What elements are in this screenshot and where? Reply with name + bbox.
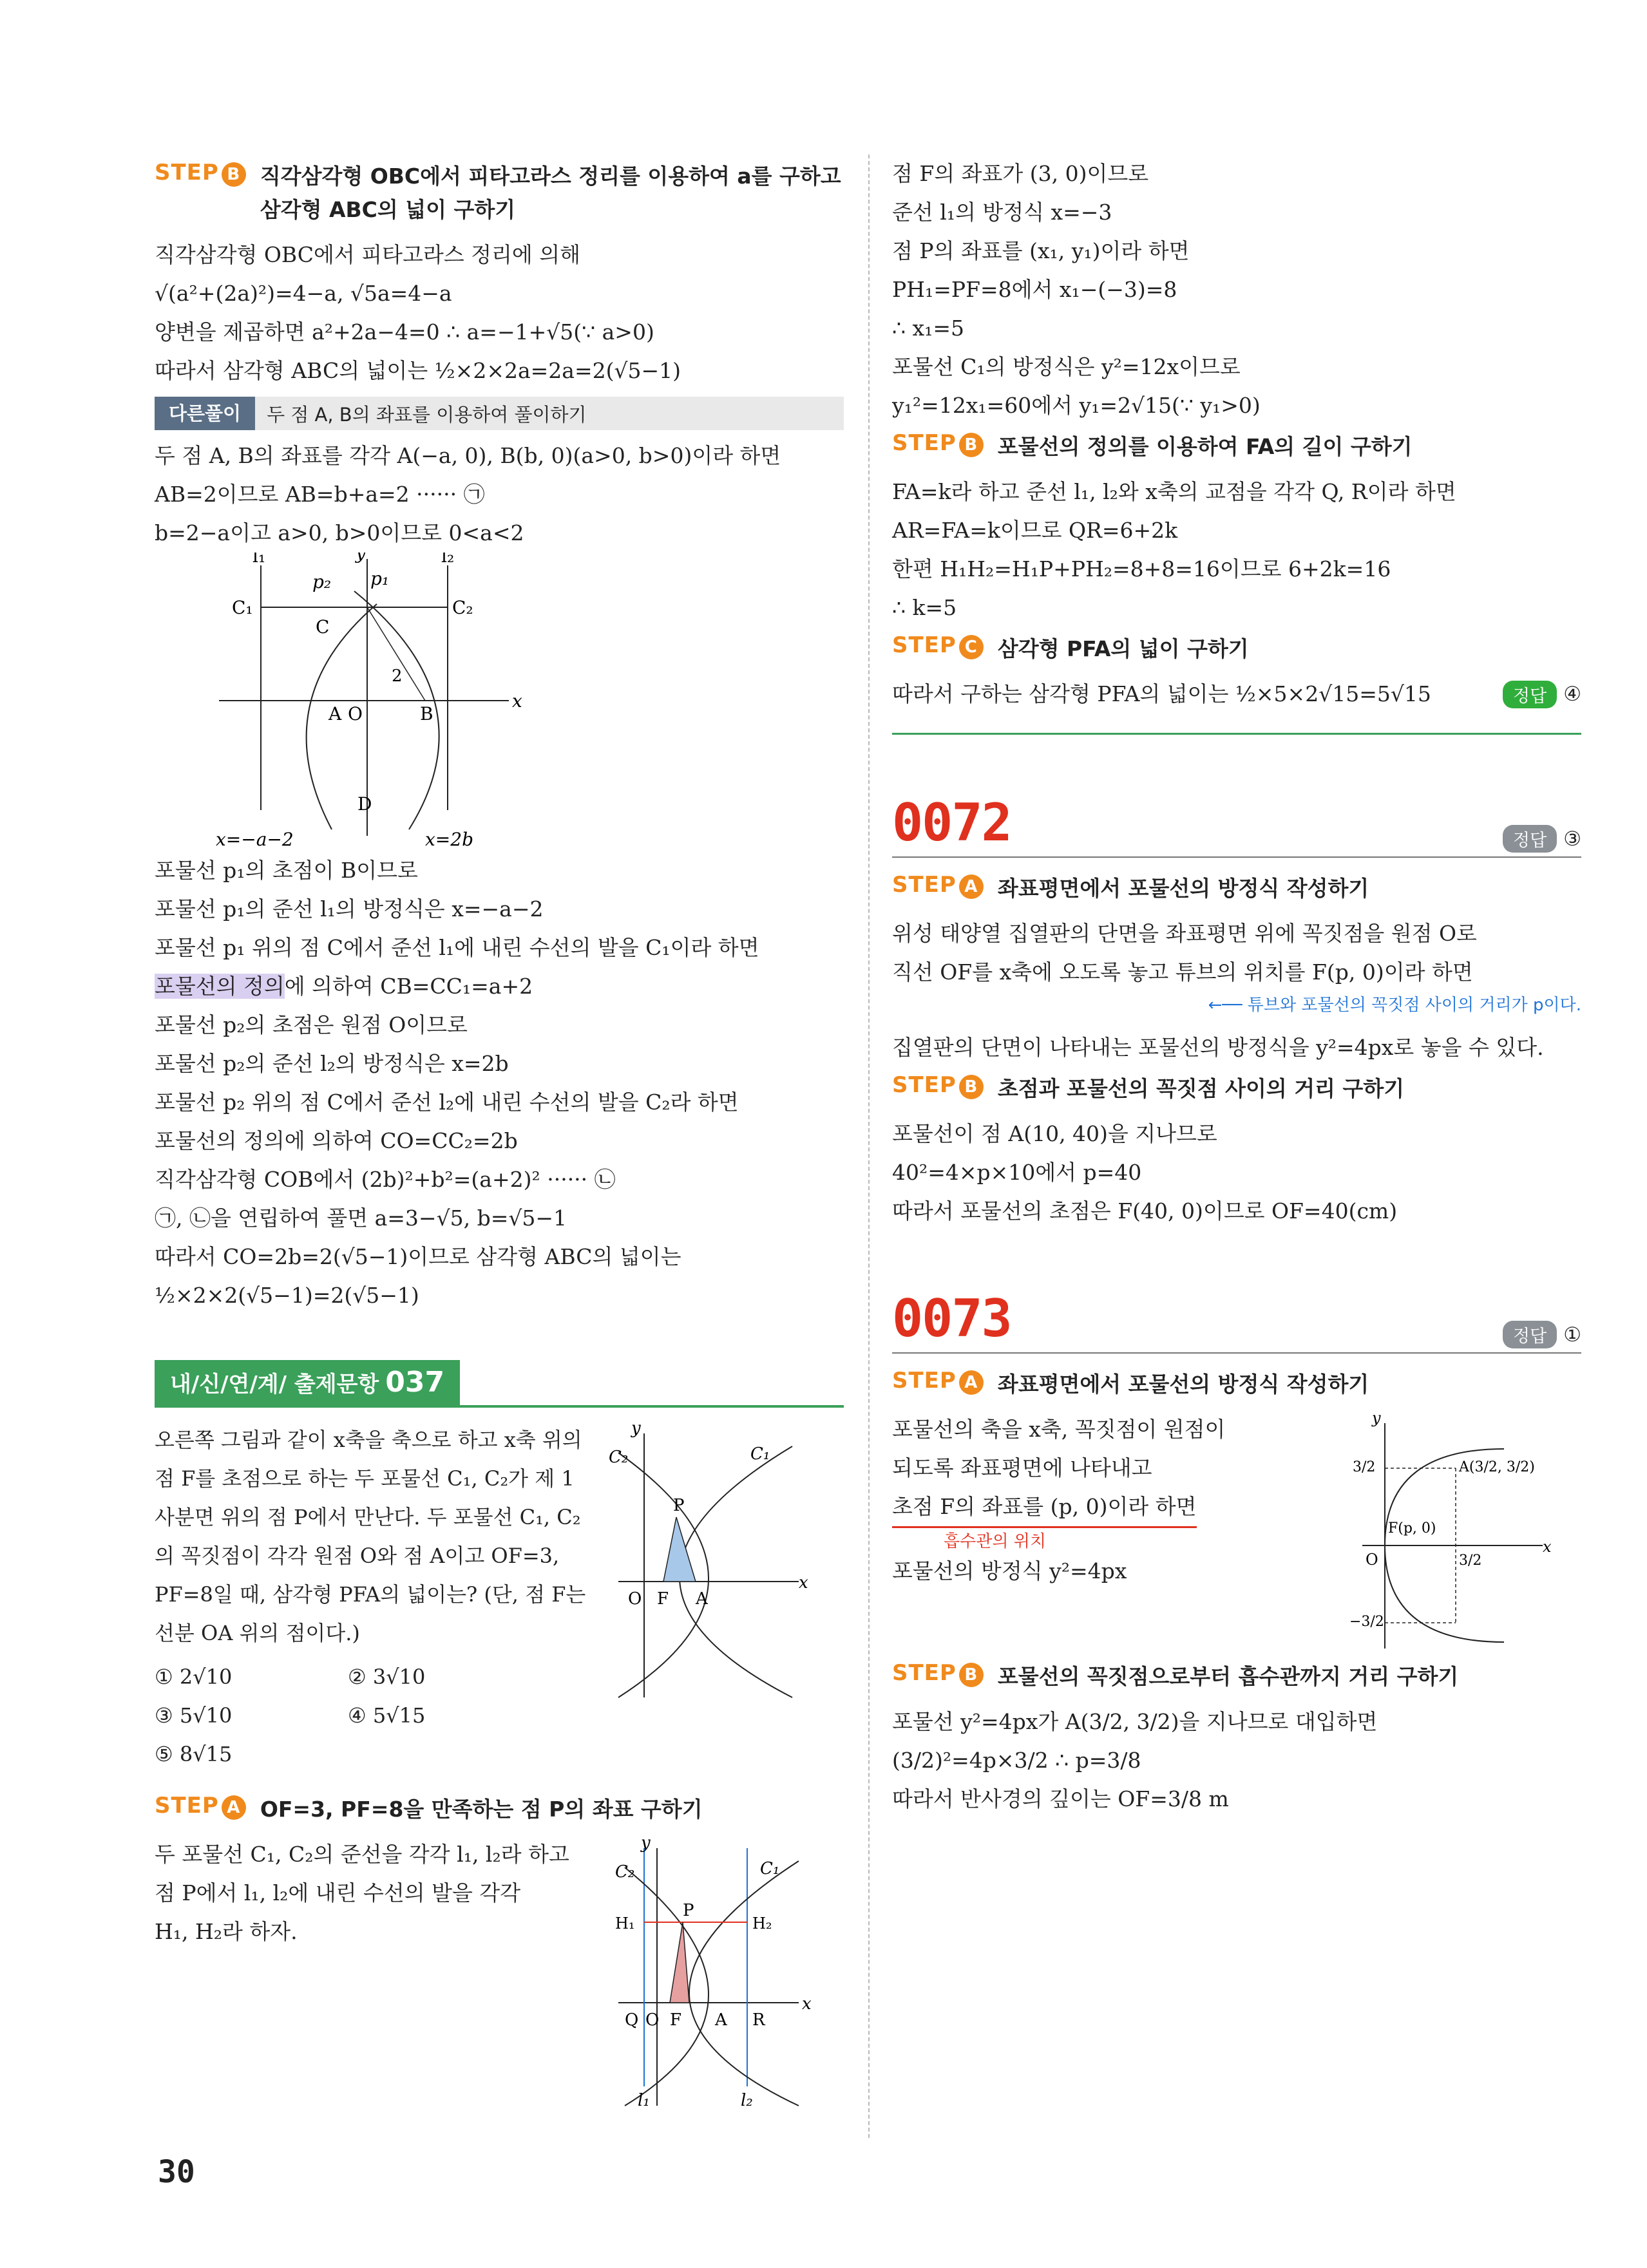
text-line: AR=FA=k이므로 QR=6+2k [892, 518, 1178, 543]
fig4-label-F: F(p, 0) [1388, 1520, 1436, 1536]
answer-value: ④ [1563, 683, 1581, 706]
fig3-label-l2: l₂ [741, 2091, 753, 2110]
fig2-label-C2: C₂ [609, 1448, 629, 1467]
fig1-label-p1: p₁ [370, 568, 390, 589]
fig3-label-F: F [670, 2010, 682, 2030]
step-label: STEP B [892, 1660, 984, 1687]
text-line: 두 포물선 C₁, C₂의 준선을 각각 l₁, l₂라 하고 [155, 1842, 569, 1867]
related-problem-banner [155, 1360, 844, 1408]
fig2-label-y: y [631, 1421, 641, 1438]
fig4-label-top: 3/2 [1353, 1459, 1376, 1475]
step-label: STEP C [892, 632, 984, 659]
text-line: 포물선 p₂의 준선 l₂의 방정식은 x=2b [155, 1051, 509, 1076]
text-line: 직각삼각형 OBC에서 피타고라스 정리에 의해 [155, 242, 581, 267]
related-problem-label: 내/신/연/계/ 출제문항 037 [155, 1360, 460, 1405]
text-line: 포물선의 축을 x축, 꼭짓점이 원점이 [892, 1417, 1226, 1442]
fig1-label-D: D [357, 793, 372, 815]
fig3-label-H1: H₁ [615, 1914, 635, 1933]
answer-tag: 정답 [1503, 1321, 1557, 1348]
text-line: 직선 OF를 x축에 오도록 놓고 튜브의 위치를 F(p, 0)이라 하면 [892, 959, 1473, 985]
text-line: ㉠, ㉡을 연립하여 풀면 a=3−√5, b=√5−1 [155, 1205, 567, 1231]
step-b-header [892, 1660, 1581, 1694]
text-line: FA=k라 하고 준선 l₁, l₂와 x축의 교점을 각각 Q, R이라 하면 [892, 479, 1456, 504]
step-label: STEP A [892, 872, 984, 899]
text-line: 포물선의 정의에 의하여 CO=CC₂=2b [155, 1128, 518, 1153]
answer-badge [1503, 1321, 1581, 1348]
text-line: 따라서 구하는 삼각형 PFA의 넓이는 ½×5×2√15=5√15 [892, 681, 1431, 706]
parabola-figure-1 [213, 553, 599, 849]
fig4-label-x: x [1543, 1538, 1552, 1556]
step-label: STEP B [892, 430, 984, 457]
answer-value: ③ [1563, 827, 1581, 851]
step-a-header [892, 872, 1581, 905]
text-line: 포물선 p₁ 위의 점 C에서 준선 l₁에 내린 수선의 발을 C₁이라 하면 [155, 935, 759, 960]
step-title [260, 160, 841, 227]
fig3-label-x: x [802, 1994, 812, 2014]
text-line: 되도록 좌표평면에 나타내고 [892, 1455, 1152, 1480]
text-line: 따라서 반사경의 깊이는 OF=3/8 m [892, 1786, 1229, 1811]
text-line: H₁, H₂라 하자. [155, 1919, 298, 1944]
answer-badge [1503, 825, 1581, 853]
fig1-label-y: y [356, 553, 366, 563]
text-line: 포물선 p₂의 초점은 원점 O이므로 [155, 1012, 468, 1037]
fig4-label-y: y [1372, 1410, 1381, 1427]
alt-solution-tag: 다른풀이 [155, 397, 255, 430]
fig2-label-x: x [799, 1573, 808, 1592]
problem-number: 0072 [892, 793, 1011, 853]
fig4-label-O: O [1366, 1551, 1378, 1569]
fig1-label-x: x [512, 690, 522, 712]
step-c-header [892, 632, 1581, 666]
text-line: 점 F의 좌표가 (3, 0)이므로 [892, 161, 1149, 186]
fig1-label-l2: l₂ [441, 553, 455, 567]
fig1-label-C2: C₂ [452, 597, 473, 618]
text-line: ∴ k=5 [892, 595, 957, 620]
step-b-header [892, 1072, 1581, 1106]
text-line: 포물선 p₂ 위의 점 C에서 준선 l₂에 내린 수선의 발을 C₂라 하면 [155, 1090, 739, 1115]
fig3-label-Q: Q [625, 2010, 639, 2030]
text-line: ∴ x₁=5 [892, 316, 964, 341]
text-line: b=2−a이고 a>0, b>0이므로 0<a<2 [155, 520, 524, 545]
text-line: (3/2)²=4p×3/2 ∴ p=3/8 [892, 1748, 1141, 1773]
fig3-label-l1: l₁ [638, 2091, 650, 2110]
choice-4[interactable]: ④ 5√15 [348, 1703, 426, 1728]
step-label: STEP B [892, 1072, 984, 1099]
text-line: y₁²=12x₁=60에서 y₁=2√15(∵ y₁>0) [892, 393, 1261, 418]
fig2-label-C1: C₁ [750, 1444, 770, 1464]
fig4-label-A: A(3/2, 3/2) [1459, 1459, 1535, 1475]
fig2-label-A: A [696, 1589, 708, 1609]
text-line: 따라서 삼각형 ABC의 넓이는 ½×2×2a=2a=2(√5−1) [155, 358, 681, 383]
step-title: 초점과 포물선의 꼭짓점 사이의 거리 구하기 [997, 1076, 1405, 1101]
step-title: 좌표평면에서 포물선의 방정식 작성하기 [997, 1372, 1369, 1397]
fig3-label-A: A [715, 2010, 727, 2030]
text-line: PH₁=PF=8에서 x₁−(−3)=8 [892, 277, 1177, 302]
fig1-label-A: A [328, 703, 342, 724]
side-note: 흡수관의 위치 [944, 1532, 1046, 1551]
text-line: 한편 H₁H₂=H₁P+PH₂=8+8=16이므로 6+2k=16 [892, 556, 1391, 581]
problem-number: 0073 [892, 1289, 1011, 1348]
fig1-label-C: C [316, 616, 330, 638]
answer-value: ① [1563, 1323, 1581, 1347]
answer-tag: 정답 [1503, 825, 1557, 853]
text-line: 40²=4×p×10에서 p=40 [892, 1160, 1142, 1185]
fig3-label-H2: H₂ [752, 1914, 772, 1933]
parabola-figure-4 [1349, 1410, 1562, 1655]
text-line: 따라서 포물선의 초점은 F(40, 0)이므로 OF=40(cm) [892, 1198, 1398, 1224]
fig3-label-P: P [683, 1901, 694, 1920]
fig3-label-y: y [641, 1835, 651, 1853]
problem-0072 [892, 793, 1581, 1231]
step-circle: A [959, 874, 984, 899]
answer-tag: 정답 [1503, 681, 1557, 708]
fig1-label-l1: l₁ [252, 553, 266, 567]
fig1-label-xr: x=2b [425, 829, 473, 849]
fig3-label-C2: C₂ [615, 1862, 635, 1882]
fig4-label-right: 3/2 [1459, 1553, 1482, 1569]
text-line: 직각삼각형 COB에서 (2b)²+b²=(a+2)² ······ ㉡ [155, 1167, 616, 1192]
step-circle: B [959, 1075, 984, 1099]
text-line: ½×2×2(√5−1)=2(√5−1) [155, 1283, 419, 1308]
answer-badge [1503, 681, 1581, 708]
fig1-label-p2: p₂ [312, 571, 332, 592]
step-a-header [155, 1793, 844, 1826]
step-title: OF=3, PF=8을 만족하는 점 P의 좌표 구하기 [260, 1797, 703, 1822]
step-title: 좌표평면에서 포물선의 방정식 작성하기 [997, 876, 1369, 901]
problem-header [892, 793, 1581, 858]
parabola-figure-2 [605, 1421, 818, 1704]
fig1-label-B: B [420, 703, 433, 724]
fig1-label-two: 2 [392, 666, 403, 686]
alt-solution-title: 두 점 A, B의 좌표를 이용하여 풀이하기 [267, 403, 587, 426]
final-answer-row [892, 675, 1581, 713]
page-number: 30 [158, 2154, 195, 2190]
fig3-label-O: O [645, 2010, 660, 2030]
problem-0073 [892, 1289, 1581, 1819]
parabola-figure-3 [605, 1835, 818, 2112]
answer-choices [155, 1658, 593, 1773]
fig2-label-P: P [673, 1496, 685, 1515]
text-line: 포물선의 정의에 의하여 CB=CC₁=a+2 [155, 974, 533, 999]
choice-5[interactable]: ⑤ 8√15 [155, 1742, 233, 1766]
text-line: 포물선 p₁의 준선 l₁의 방정식은 x=−a−2 [155, 896, 544, 921]
step-label: STEP A [892, 1368, 984, 1395]
text-line: 두 점 A, B의 좌표를 각각 A(−a, 0), B(b, 0)(a>0, b>0)이라 하면 [155, 443, 781, 468]
text-line: 점 P에서 l₁, l₂에 내린 수선의 발을 각각 [155, 1880, 521, 1905]
text-line: 집열판의 단면이 나타내는 포물선의 방정식을 y²=4px로 놓을 수 있다. [892, 1035, 1544, 1060]
text-line: 점 P의 좌표를 (x₁, y₁)이라 하면 [892, 238, 1190, 263]
problem-body [155, 1421, 593, 1773]
step-title: 포물선의 정의를 이용하여 FA의 길이 구하기 [997, 434, 1413, 459]
text-line: 포물선 y²=4px가 A(3/2, 3/2)을 지나므로 대입하면 [892, 1709, 1378, 1734]
step-a-body [892, 1410, 1581, 1655]
step-circle: B [959, 433, 984, 457]
step-a-text [155, 1835, 593, 2112]
step-title: 삼각형 PFA의 넓이 구하기 [997, 636, 1249, 661]
choice-3[interactable]: ③ 5√10 [155, 1703, 233, 1728]
step-title: 포물선의 꼭짓점으로부터 흡수관까지 거리 구하기 [997, 1664, 1459, 1689]
problem-header [892, 1289, 1581, 1354]
choice-2[interactable]: ② 3√10 [348, 1665, 426, 1689]
fig1-label-C1: C₁ [232, 597, 253, 618]
fig1-label-O: O [348, 703, 363, 724]
text-line: 포물선 p₁의 초점이 B이므로 [155, 858, 418, 883]
text-line: 양변을 제곱하면 a²+2a−4=0 ∴ a=−1+√5(∵ a>0) [155, 319, 654, 345]
text-line: 따라서 CO=2b=2(√5−1)이므로 삼각형 ABC의 넓이는 [155, 1244, 681, 1269]
fig3-label-C1: C₁ [760, 1859, 780, 1878]
step-circle: A [222, 1795, 246, 1820]
step-a-header [892, 1368, 1581, 1401]
section-rule [892, 733, 1581, 735]
right-column [892, 155, 1581, 1819]
problem-text: 오른쪽 그림과 같이 x축을 축으로 하고 x축 위의 점 F를 초점으로 하는 두 포물선 C₁, C₂가 제 1사분면 위의 점 P에서 만난다. 두 포물선 C₁, C₂의 꼭짓점이 각각 원점 O와 점 A이고 OF=3, PF=8일 때, 삼각형 PFA의 넓이는? (단, 점 F는 선분 OA 위의 점이다.) [155, 1428, 586, 1645]
step-a-text [892, 1410, 1337, 1655]
step-circle: B [959, 1663, 984, 1687]
highlight: 포물선의 정의 [155, 974, 285, 999]
text-line: 포물선의 방정식 y²=4px [892, 1558, 1127, 1583]
step-b-header [892, 430, 1581, 464]
text-line: 초점 F의 좌표를 (p, 0)이라 하면 [892, 1488, 1197, 1528]
step-label: STEP A [155, 1793, 246, 1820]
text-line: 준선 l₁의 방정식 x=−3 [892, 200, 1112, 225]
step-title-line2: 삼각형 ABC의 넓이 구하기 [260, 197, 516, 222]
step-circle: C [959, 635, 984, 659]
step-circle: A [959, 1370, 984, 1395]
fig4-label-bottom: −3/2 [1349, 1614, 1384, 1630]
fig2-label-F: F [657, 1589, 669, 1609]
fig2-label-O: O [628, 1589, 642, 1609]
text-line: 포물선 C₁의 방정식은 y²=12x이므로 [892, 354, 1241, 379]
alt-solution-bar [155, 397, 844, 430]
step-a-body [155, 1835, 844, 2112]
step-title-line1: 직각삼각형 OBC에서 피타고라스 정리를 이용하여 a를 구하고 [260, 164, 841, 189]
step-circle: B [222, 162, 246, 187]
step-label: STEP B [155, 160, 246, 187]
related-problem [155, 1421, 844, 1773]
choice-1[interactable]: ① 2√10 [155, 1665, 233, 1689]
text-line: 위성 태양열 집열판의 단면을 좌표평면 위에 꼭짓점을 원점 O로 [892, 921, 1477, 946]
left-column [155, 155, 844, 2112]
step-b-header [155, 160, 844, 227]
side-note: ←── 튜브와 포물선의 꼭짓점 사이의 거리가 p이다. [1208, 996, 1581, 1015]
column-divider [868, 155, 870, 2138]
text-line: √(a²+(2a)²)=4−a, √5a=4−a [155, 281, 452, 306]
fig1-label-xl: x=−a−2 [216, 829, 294, 849]
fig3-label-R: R [752, 2010, 765, 2030]
text-line: AB=2이므로 AB=b+a=2 ······ ㉠ [155, 482, 485, 507]
text-line: 포물선이 점 A(10, 40)을 지나므로 [892, 1121, 1217, 1146]
